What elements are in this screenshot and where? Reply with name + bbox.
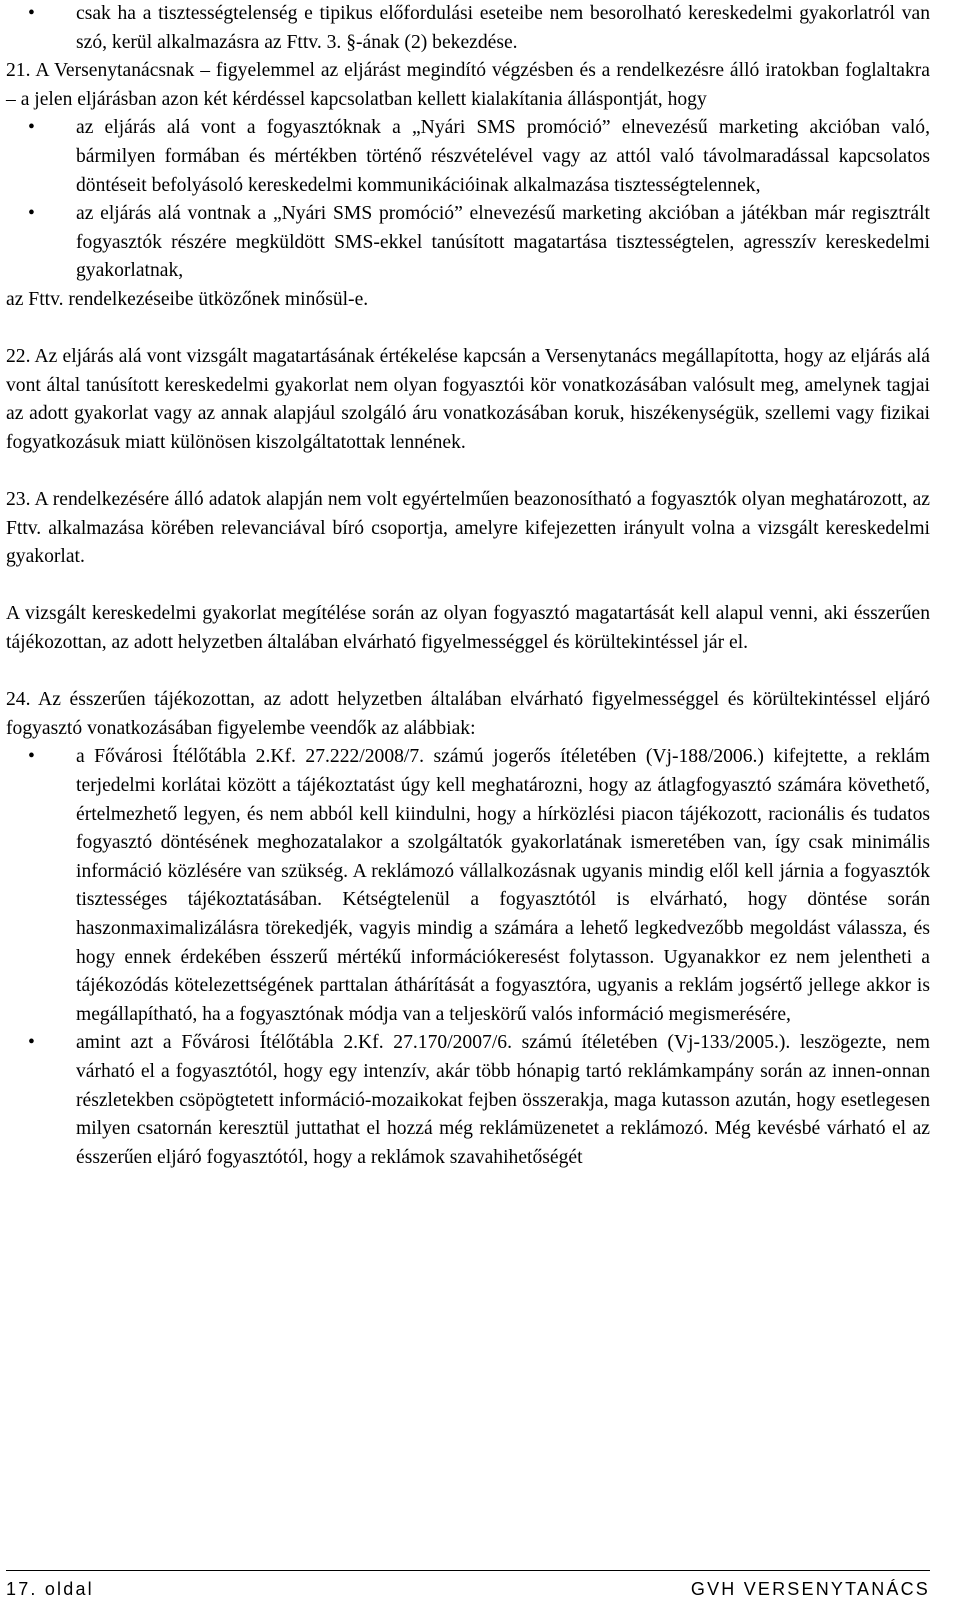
list-item: [6, 743, 930, 1029]
bullet-text: az eljárás alá vont a fogyasztóknak a „Nyári SMS promóció” elnevezésű marketing akcióban való, bármilyen formában és mértékben történő részvételével vagy az attól való távolmaradással kapcsolatos döntéseit befolyásoló kereskedelmi kommunikációinak alkalmazása tisztességtelennek,: [76, 117, 930, 196]
paragraph-23-continued: A vizsgált kereskedelmi gyakorlat megítélése során az olyan fogyasztó magatartását kell alapul venni, aki ésszerűen tájékozottan, az adott helyzetben általában elvárható figyelmességgel és körültekintéssel jár el.: [6, 603, 930, 654]
bullet-list-24: [6, 743, 930, 1172]
footer-organization: GVH VERSENYTANÁCS: [690, 1579, 930, 1599]
paragraph-23: 23. A rendelkezésére álló adatok alapján nem volt egyértelműen beazonosítható a fogyasztók olyan meghatározott, az Fttv. alkalmazása körében relevanciával bíró csoportja, amelyre kifejezetten irányult volna a vizsgált kereskedelmi gyakorlat.: [6, 489, 930, 568]
list-item: [6, 114, 930, 200]
bullet-text: csak ha a tisztességtelenség e tipikus előfordulási eseteibe nem besorolható kereskedelmi gyakorlatról van szó, kerül alkalmazásra az Fttv. 3. §-ának (2) bekezdése.: [76, 3, 930, 53]
document-page: [6, 0, 930, 1172]
bullet-list-top: [6, 0, 930, 57]
paragraph-21-outro: az Fttv. rendelkezéseibe ütközőnek minősül-e.: [6, 288, 369, 310]
page-number: 17. oldal: [6, 1579, 94, 1599]
bullet-icon: •: [28, 3, 35, 24]
list-item: [6, 0, 930, 57]
bullet-list-21: [6, 114, 930, 286]
list-item: [6, 200, 930, 286]
list-item: [6, 1029, 930, 1172]
bullet-text: az eljárás alá vontnak a „Nyári SMS promóció” elnevezésű marketing akcióban a játékban már regisztrált fogyasztók részére megküldött SMS-ekkel tanúsított magatartása tisztességtelen, agresszív kereskedelmi gyakorlatnak,: [76, 203, 930, 282]
bullet-text: amint azt a Fővárosi Ítélőtábla 2.Kf. 27.170/2007/6. számú ítéletében (Vj-133/2005.). leszögezte, nem várható el a fogyasztótól, hogy egy intenzív, akár több hónapig tartó reklámkampány során az innen-onnan részletekben csöpögtetett információ-mozaikokat fejben összerakja, maga kutasson azután, hogy esetlegesen milyen csatornán keresztül juttathat el hozzá még reklámüzenetet a reklámozó. Még kevésbé várható el az ésszerűen eljáró fogyasztótól, hogy a reklámok szavahihetőségét: [76, 1032, 930, 1168]
paragraph-22: 22. Az eljárás alá vont vizsgált magatartásának értékelése kapcsán a Versenytanács megállapította, hogy az eljárás alá vont által tanúsított kereskedelmi gyakorlat nem olyan fogyasztói kör vonatkozásában valósult meg, amelynek tagjai az adott gyakorlat vagy az annak alapjául szolgáló áru vonatkozásában koruk, hiszékenységük, szellemi vagy fizikai fogyatkozásuk miatt különösen kiszolgáltatottak lennének.: [6, 346, 930, 453]
bullet-icon: •: [28, 203, 35, 225]
bullet-icon: •: [28, 117, 35, 139]
paragraph-24-intro: 24. Az ésszerűen tájékozottan, az adott helyzetben általában elvárható figyelmességgel és körültekintéssel eljáró fogyasztó vonatkozásában figyelembe veendők az alábbiak:: [6, 689, 930, 739]
bullet-icon: •: [28, 1032, 35, 1054]
paragraph-21-intro: 21. A Versenytanácsnak – figyelemmel az eljárást megindító végzésben és a rendelkezésre álló iratokban foglaltakra – a jelen eljárásban azon két kérdéssel kapcsolatban kellett kialakítania álláspontját, hogy: [6, 60, 930, 110]
bullet-text: a Fővárosi Ítélőtábla 2.Kf. 27.222/2008/7. számú jogerős ítéletében (Vj-188/2006.) kifejtette, a reklám terjedelmi korlátai között a tájékoztatást úgy kell meghatározni, hogy az átlagfogyasztó számára követhető, értelmezhető legyen, és nem abból kell kiindulni, hogy a hírközlési piacon tájékozott, racionális és tudatos fogyasztó döntésének meghozatalakor a szolgáltatók gyakorlatának ismeretében van, így csak minimális információ közlésére van szükség. A reklámozó vállalkozásnak ugyanis mindig elől kell járnia a fogyasztók tisztességes tájékoztatásában. Kétségtelenül a fogyasztótól is elvárható, hogy döntése során haszonmaximalizálásra törekedjék, vagyis mindig a számára a lehető legkedvezőbb megoldást válassza, és hogy ennek érdekében ésszerű mértékű információkeresést folytasson. Ugyanakkor ez nem jelentheti a tájékozódás kötelezettségének parttalan áthárítását a fogyasztóra, ugyanis a reklám jogsértő jellege akkor is megállapítható, ha a fogyasztónak módja van a teljeskörű valós információ megismerésére,: [76, 746, 930, 1025]
bullet-icon: •: [28, 746, 35, 768]
footer-divider: [6, 1570, 930, 1571]
